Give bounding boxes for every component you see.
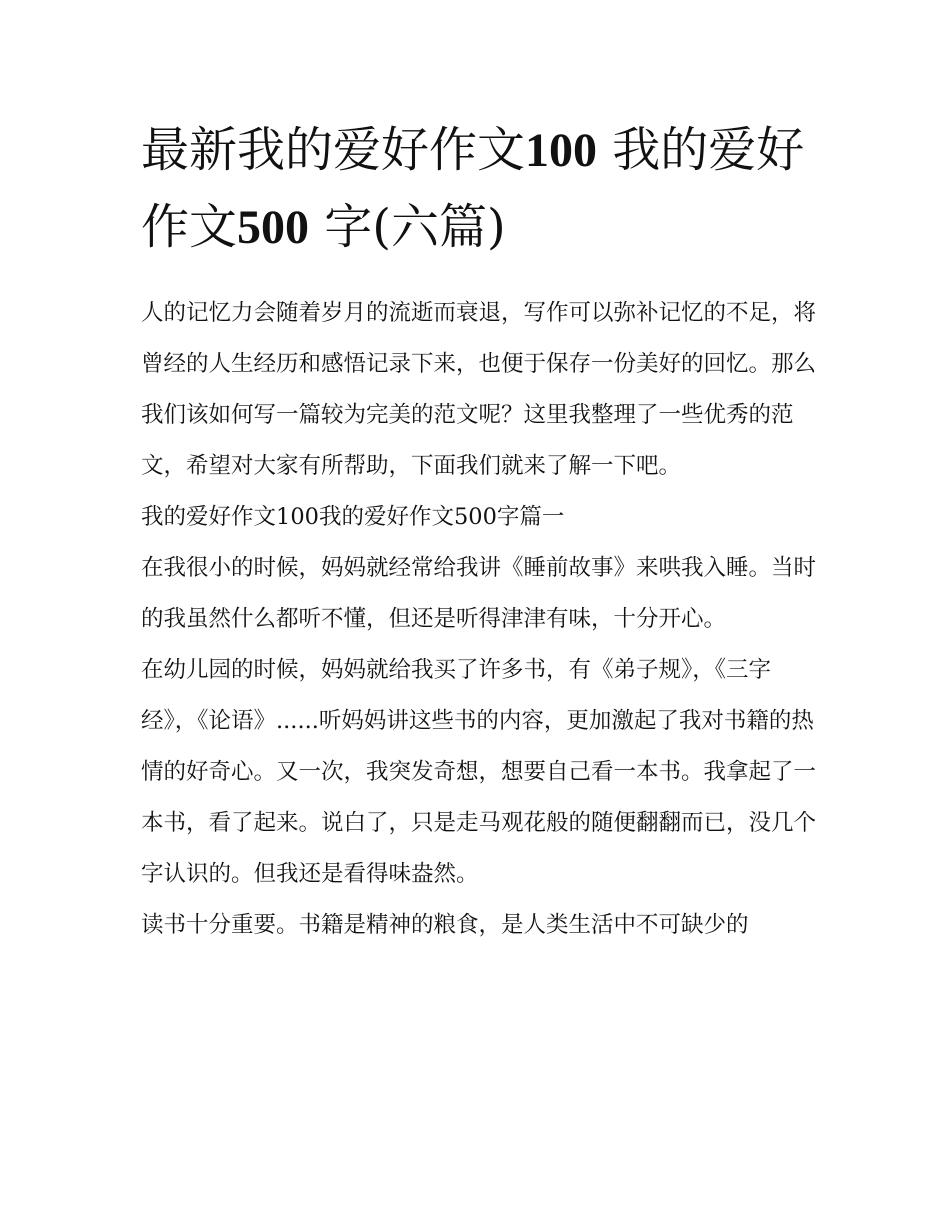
section-heading: 我的爱好作文100我的爱好作文500字篇一 [141, 504, 565, 530]
title-part-3: 字(六篇) [324, 199, 506, 255]
body-paragraph: 读书十分重要。书籍是精神的粮食，是人类生活中不可缺少的 [141, 912, 749, 938]
title-part-1: 最新我的爱好作文 [141, 122, 526, 178]
title-number-1: 100 [525, 124, 598, 177]
title-part-2: 我的爱好作文 [141, 122, 805, 255]
document-title [141, 112, 816, 266]
document-content [141, 112, 816, 951]
intro-paragraph: 人的记忆力会随着岁月的流逝而衰退，写作可以弥补记忆的不足，将曾经的人生经历和感悟记录下来，也便于保存一份美好的回忆。那么我们该如何写一篇较为完美的范文呢？这里我整理了一些优秀的范文，希望对大家有所帮助，下面我们就来了解一下吧。 [141, 300, 817, 479]
body-paragraph: 在幼儿园的时候，妈妈就给我买了许多书，有《弟子规》，《三字经》，《论语》......听妈妈讲这些书的内容，更加激起了我对书籍的热情的好奇心。又一次，我突发奇想，想要自己看一本书。我拿起了一本书，看了起来。说白了，只是走马观花般的随便翻翻而已，没几个字认识的。但我还是看得味盎然。 [141, 657, 817, 887]
body-paragraph: 在我很小的时候，妈妈就经常给我讲《睡前故事》来哄我入睡。当时的我虽然什么都听不懂，但还是听得津津有味，十分开心。 [141, 555, 817, 632]
title-number-2: 500 [237, 201, 310, 254]
